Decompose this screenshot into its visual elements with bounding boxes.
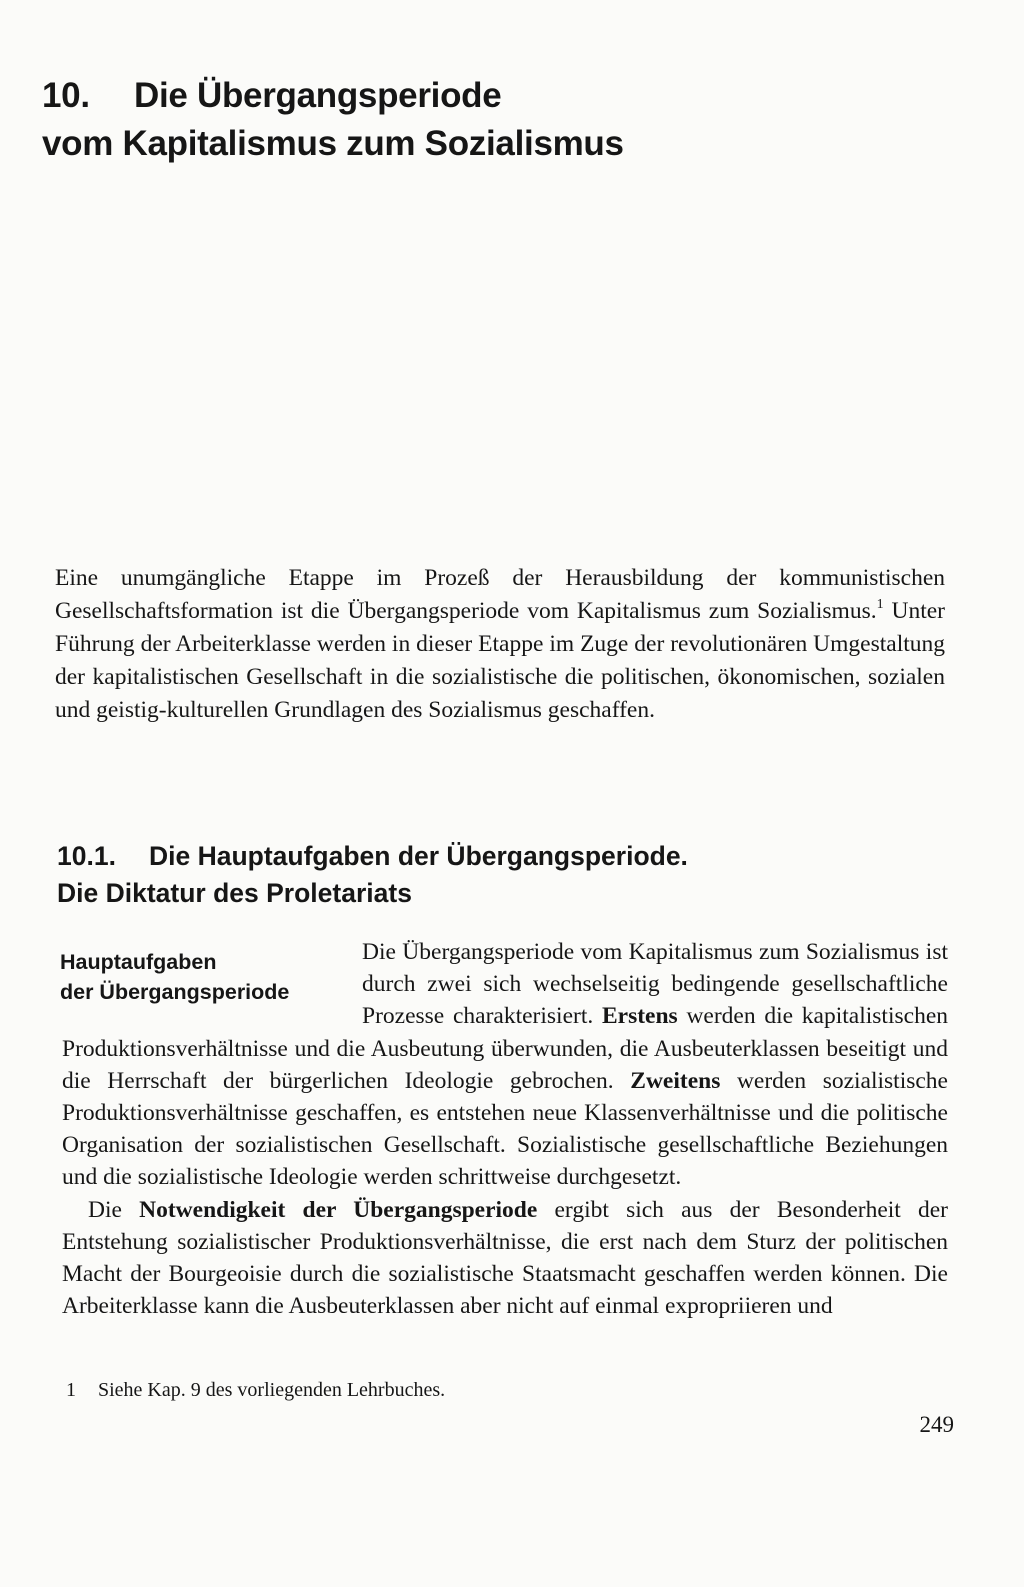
chapter-number: 10. [42, 76, 90, 115]
chapter-title-text-1: Die Übergangsperiode [134, 76, 502, 115]
emphasis-notwendigkeit: Notwendigkeit der Übergangsperiode [139, 1196, 538, 1223]
intro-paragraph [55, 562, 945, 727]
body-paragraph-2 [62, 1194, 948, 1323]
section-title-line-1 [57, 838, 817, 875]
section-title-text-1: Die Hauptaufgaben der Übergangsperiode. [149, 841, 688, 871]
margin-heading-line-1: Hauptaufgaben [60, 950, 217, 974]
emphasis-erstens: Erstens [601, 1003, 678, 1030]
emphasis-zweitens: Zweitens [630, 1067, 721, 1094]
chapter-title-line-2: vom Kapitalismus zum Sozialismus [42, 124, 624, 163]
body-text-run: Die [88, 1196, 140, 1223]
intro-text-continued: Unter Führung der Arbeiterklasse werden in dieser Etappe im Zuge der revolutionären Umgestaltung der kapitalistischen Gesellschaft in die sozialistische die politischen, ökonomischen, sozialen und geistig-kulturellen Grundlagen des Sozialismus geschaffen. [55, 598, 945, 723]
footnote-reference: 1 [876, 597, 884, 612]
section-title-line-2: Die Diktatur des Proletariats [57, 878, 412, 908]
body-text-run: ergibt sich aus der Besonderheit der Entstehung sozialistischer Produktionsverhältnisse, die erst nach dem Sturz der politischen Macht der Bourgeoisie durch die sozialistische Staatsmacht geschaffen werden können. Die Arbeiterklasse kann die Ausbeuterklassen aber nicht auf einmal expropriieren und [62, 1196, 949, 1320]
footnote-number: 1 [66, 1379, 76, 1401]
footnote [66, 1376, 666, 1404]
body-text [62, 936, 948, 1322]
margin-heading-line-2: der Übergangsperiode [60, 980, 290, 1004]
chapter-title [42, 72, 802, 168]
footnote-text: Siehe Kap. 9 des vorliegenden Lehrbuches. [98, 1379, 446, 1401]
margin-heading-spacer [62, 936, 362, 1032]
body-text-run: werden die kapitalistischen Produktionsverhältnisse und die Ausbeutung überwunden, die Ausbeuterklassen beseitigt und die Herrschaft der bürgerlichen Ideologie gebrochen. [62, 1003, 948, 1094]
intro-text: Eine unumgängliche Etappe im Prozeß der Herausbildung der kommunistischen Gesellschaftsformation ist die Übergangsperiode vom Kapitalismus zum Sozialismus. [55, 565, 945, 624]
page-number: 249 [919, 1412, 954, 1437]
body-text-run: werden sozialistische Produktionsverhältnisse geschaffen, es entstehen neue Klassenverhältnisse und die politische Organisation der sozialistischen Gesellschaft. Sozialistische gesellschaftliche Beziehungen und die sozialistische Ideologie werden schrittweise durchgesetzt. [62, 1067, 948, 1191]
body-text-run: Die Übergangsperiode vom Kapitalismus zum Sozialismus ist durch zwei sich wechselseitig bedingende gesellschaftliche Prozesse charakterisiert. [362, 939, 948, 1030]
chapter-title-line-1 [42, 72, 802, 120]
section-title [57, 838, 817, 912]
section-number: 10.1. [57, 841, 116, 871]
